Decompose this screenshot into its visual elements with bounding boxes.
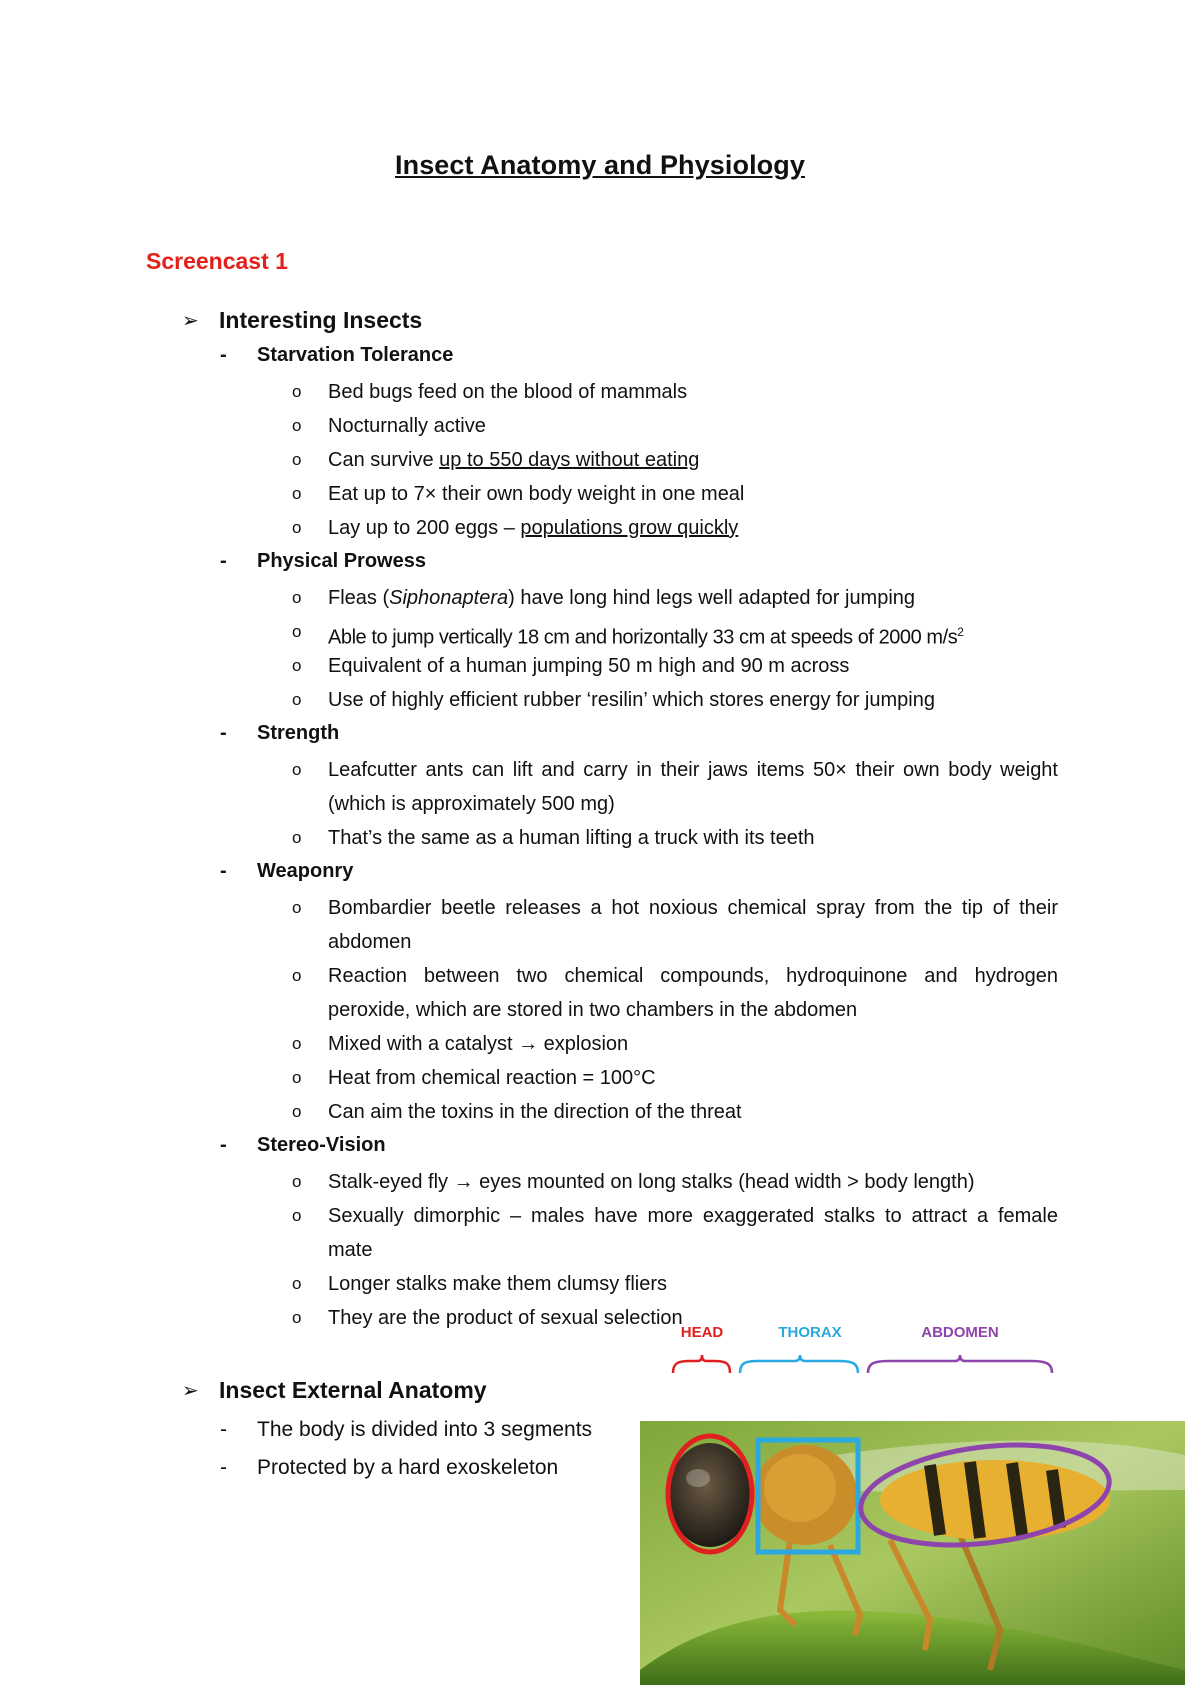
abdomen-body (880, 1460, 1110, 1540)
thorax-brace (740, 1355, 858, 1373)
head-label: HEAD (680, 1324, 724, 1341)
thorax-label: THORAX (778, 1324, 842, 1341)
subheading-strength: - Strength (220, 722, 340, 744)
list-item: - The body is divided into 3 segments (220, 1418, 593, 1441)
head-brace (673, 1355, 730, 1373)
insect-anatomy-figure (640, 1324, 1185, 1690)
section-arrow-icon: ➢ (182, 1380, 199, 1402)
insect-illustration (640, 1370, 1185, 1685)
page-title: Insect Anatomy and Physiology (395, 150, 805, 180)
subheading-stereo-vision: - Stereo-Vision (220, 1134, 386, 1156)
figure-labels (640, 1315, 1185, 1375)
screencast-heading: Screencast 1 (146, 248, 288, 274)
subheading-weaponry: - Weaponry (220, 860, 354, 882)
subheading-physical-prowess: - Physical Prowess (220, 550, 426, 572)
section-title: Insect External Anatomy (219, 1377, 487, 1403)
list-item: - Protected by a hard exoskeleton (220, 1456, 559, 1479)
abdomen-brace (868, 1355, 1052, 1373)
section-arrow-icon: ➢ (182, 310, 199, 332)
abdomen-label: ABDOMEN (921, 1324, 999, 1341)
subheading-starvation: - Starvation Tolerance (220, 344, 454, 366)
section-title: Interesting Insects (219, 307, 423, 333)
